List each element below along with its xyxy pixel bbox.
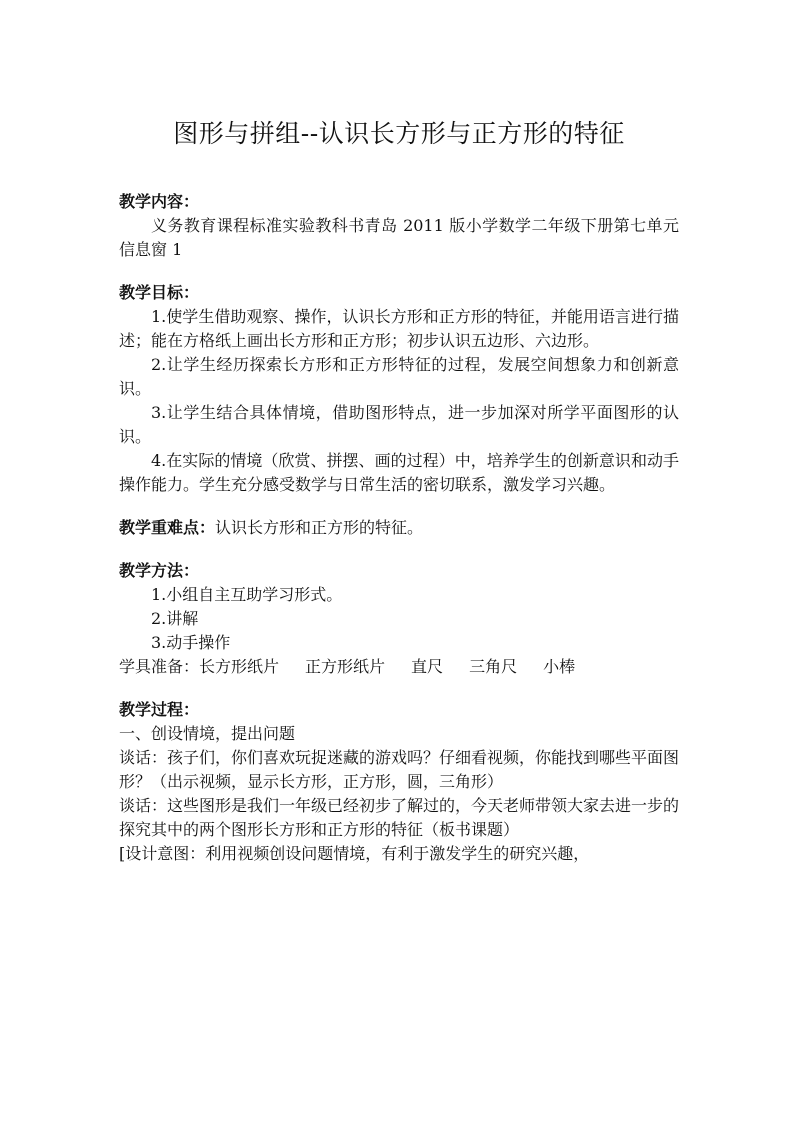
key-points-line: [119, 516, 679, 540]
teaching-objective-item: 4.在实际的情境（欣赏、拼摆、画的过程）中，培养学生的创新意识和动手操作能力。学生充分感受数学与日常生活的密切联系，激发学习兴趣。: [119, 451, 679, 494]
teaching-tool-item: 直尺: [411, 657, 444, 676]
teaching-methods-heading: 教学方法：: [119, 561, 200, 580]
teaching-objectives-section: [119, 281, 679, 497]
teaching-method-item: 2.讲解: [151, 609, 199, 628]
teaching-method-item: 3.动手操作: [151, 633, 231, 652]
document-title: 图形与拼组--认识长方形与正方形的特征: [173, 119, 625, 148]
teaching-tool-item: 小棒: [543, 657, 576, 676]
teaching-objectives-heading: 教学目标：: [119, 283, 200, 302]
teaching-method-item: 1.小组自主互助学习形式。: [151, 585, 343, 604]
teaching-process-subheading: 一、创设情境，提出问题: [119, 724, 296, 743]
teaching-process-talk: 谈话：这些图形是我们一年级已经初步了解过的，今天老师带领大家去进一步的探究其中的两个图形长方形和正方形的特征（板书课题）: [119, 796, 680, 839]
key-points-heading: 教学重难点：: [119, 518, 216, 537]
teaching-objective-item: 3.让学生结合具体情境，借助图形特点，进一步加深对所学平面图形的认识。: [119, 403, 679, 446]
key-points-text: 认识长方形和正方形的特征。: [215, 518, 424, 537]
teaching-content-section: [119, 190, 679, 262]
teaching-process-heading: 教学过程：: [119, 700, 200, 719]
teaching-methods-section: [119, 559, 679, 679]
teaching-content-text: 义务教育课程标准实验教科书青岛 2011 版小学数学二年级下册第七单元信息窗 1: [119, 216, 679, 259]
teaching-process-talk: 谈话：孩子们，你们喜欢玩捉迷藏的游戏吗？仔细看视频，你能找到哪些平面图形？（出示视频，显示长方形，正方形，圆，三角形）: [119, 748, 680, 791]
teaching-content-heading: 教学内容：: [119, 192, 200, 211]
teaching-process-section: [119, 698, 679, 866]
design-intent-text: [设计意图：利用视频创设问题情境，有利于激发学生的研究兴趣，: [119, 844, 590, 863]
teaching-tool-item: 长方形纸片: [199, 657, 280, 676]
teaching-objective-item: 2.让学生经历探索长方形和正方形特征的过程，发展空间想象力和创新意识。: [119, 355, 679, 398]
key-points-section: [119, 516, 679, 540]
teaching-tools-label: 学具准备：: [119, 657, 200, 676]
teaching-objective-item: 1.使学生借助观察、操作，认识长方形和正方形的特征，并能用语言进行描述；能在方格纸上画出长方形和正方形；初步认识五边形、六边形。: [119, 307, 679, 350]
teaching-tool-item: 正方形纸片: [305, 657, 386, 676]
teaching-tool-item: 三角尺: [469, 657, 518, 676]
document-page: [119, 112, 679, 866]
teaching-tools-line: [119, 655, 679, 679]
